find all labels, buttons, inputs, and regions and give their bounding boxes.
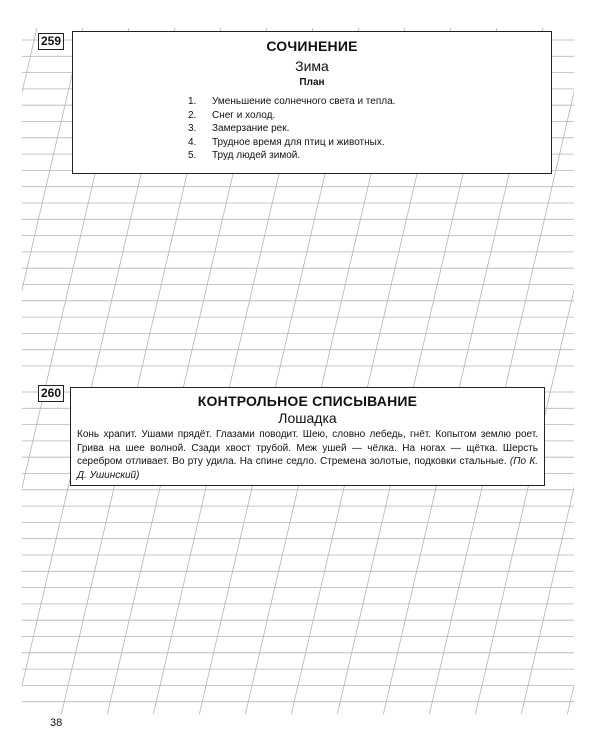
plan-item: 3. Замерзание рек.: [188, 123, 290, 134]
page-number: 38: [50, 717, 63, 729]
copying-task-box: [70, 387, 545, 486]
plan-item: 5. Труд людей зимой.: [188, 150, 301, 161]
plan-item: 4. Трудное время для птиц и животных.: [188, 136, 385, 148]
plan-list: [73, 95, 551, 163]
essay-topic: Зима: [295, 58, 329, 74]
plan-item: 2. Снег и холод.: [188, 109, 276, 121]
text-title: Лошадка: [278, 410, 337, 426]
copying-text-body: Конь храпит. Ушами прядёт. Глазами поводит. Шею, словно лебедь, гнёт. Копытом землю роет. Грива на шее волной. Сзади хвост трубой. Меж ушей — чёлка. На ногах — щётка. Шерсть серебром отливает. Во рту удила. На спине седло. Стремена золотые, подковки стальные.: [77, 429, 538, 467]
copying-text: [77, 428, 538, 482]
copying-title: КОНТРОЛЬНОЕ СПИСЫВАНИЕ: [197, 393, 418, 409]
attribution: (По К. Д. Ушинский): [77, 456, 539, 481]
essay-task-box: [72, 31, 552, 174]
plan-item: 1. Уменьшение солнечного света и тепла.: [188, 96, 396, 107]
task-number-260: 260: [38, 385, 64, 402]
ruling-line: [566, 0, 600, 720]
plan-label: План: [299, 77, 325, 88]
task-number-259: 259: [38, 33, 64, 50]
ruling-line: [0, 0, 43, 720]
essay-title: СОЧИНЕНИЕ: [266, 38, 358, 54]
